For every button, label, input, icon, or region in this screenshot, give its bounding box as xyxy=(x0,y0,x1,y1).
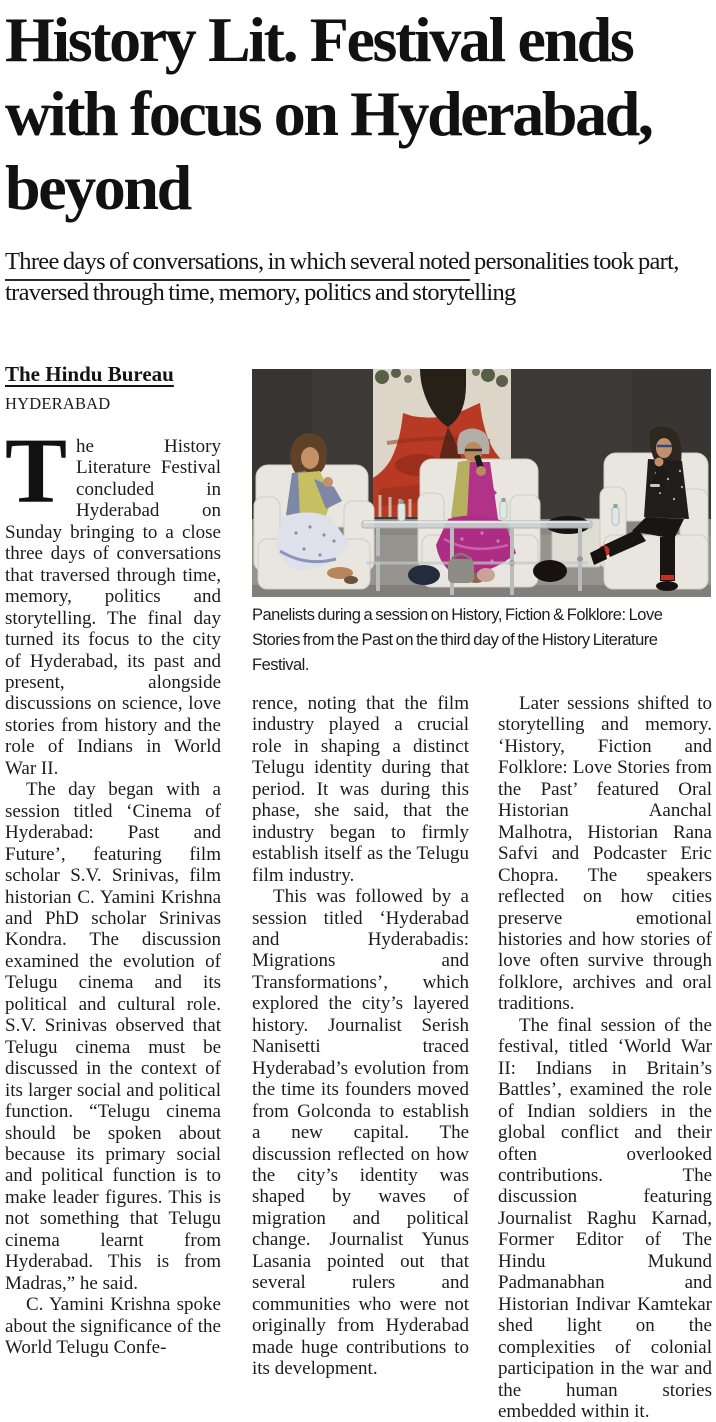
paragraph: This was followed by a session titled ‘Hyderabad and Hyderabadis: Migrations and Transformations’, which explored the city’s layered history. Journalist Serish Nanisetti traced Hyderabad’s evolution from the time its founders moved from Golconda to establish a new capital. The discussion reflected on how the city’s identity was shaped by waves of migration and political change. Journalist Yunus Lasania pointed out that several rulers and communities who were not originally from Hyderabad made huge contributions to its development. xyxy=(252,886,469,1380)
article-body xyxy=(5,362,712,1422)
column-2 xyxy=(252,693,469,1422)
column-3 xyxy=(498,693,712,1422)
headline: History Lit. Festival ends with focus on Hyderabad, beyond xyxy=(5,4,652,223)
paragraph-text: he History Literature Festival concluded in Hyderabad on Sunday bringing to a close three days of conversations that traversed through time, memory, politics and storytelling. The final day turned its focus to the city of Hyderabad, its past and present, alongside discussions on science, love stories from history and the role of Indians in World War II. xyxy=(5,436,221,779)
subhead xyxy=(5,246,711,308)
photo-caption: Panelists during a session on History, Fiction & Folklore: Love Stories from the Past on the third day of the History Literature Festival. xyxy=(252,606,663,674)
panel-discussion-photo xyxy=(252,369,711,597)
columns-2-3 xyxy=(252,693,712,1422)
paragraph: rence, noting that the film industry played a crucial role in shaping a distinct Telugu identity during that period. It was during this phase, she said, that the industry began to firmly establish itself as the Telugu film industry. xyxy=(252,693,469,886)
paragraph: C. Yamini Krishna spoke about the significance of the World Telugu Confe- xyxy=(5,1294,221,1359)
paragraph xyxy=(5,420,221,779)
dateline: HYDERABAD xyxy=(5,394,111,413)
paragraph: The final session of the festival, titled ‘World War II: Indians in Britain’s Battles’, examined the role of Indian soldiers in the global conflict and their often overlooked contributions. The discussion featuring Journalist Raghu Karnad, Former Editor of The Hindu Mukund Padmanabhan and Historian Indivar Kamtekar shed light on the complexities of colonial participation in the war and the human stories embedded within it. xyxy=(498,1014,712,1422)
subhead-rest-text: personalities took part, traversed through time, memory, politics and storytelling xyxy=(5,248,679,306)
drop-cap: T xyxy=(5,420,68,523)
column-1 xyxy=(5,362,221,1422)
subhead-underlined-text: Three days of conversations, in which several noted xyxy=(5,248,470,281)
paragraph: Later sessions shifted to storytelling and memory. ‘History, Fiction and Folklore: Love Stories from the Past’ featured Oral Historian Aanchal Malhotra, Historian Rana Safvi and Podcaster Eric Chopra. The speakers reflected on how cities preserve emotional histories and how stories of love often survive through folklore, archives and oral traditions. xyxy=(498,693,712,1015)
right-area xyxy=(252,362,712,1422)
byline-link[interactable]: The Hindu Bureau xyxy=(5,362,174,386)
article-photo xyxy=(252,369,711,678)
paragraph: The day began with a session titled ‘Cinema of Hyderabad: Past and Future’, featuring film scholar S.V. Srinivas, film historian C. Yamini Krishna and PhD scholar Srinivas Kondra. The discussion examined the evolution of Telugu cinema and its political and cultural role. S.V. Srinivas observed that Telugu cinema must be discussed in the context of its larger social and political function. “Telugu cinema should be spoken about because its primary social and political function is to make leader figures. This is not something that Telugu cinema learnt from Hyderabad. This is from Madras,” he said. xyxy=(5,779,221,1294)
